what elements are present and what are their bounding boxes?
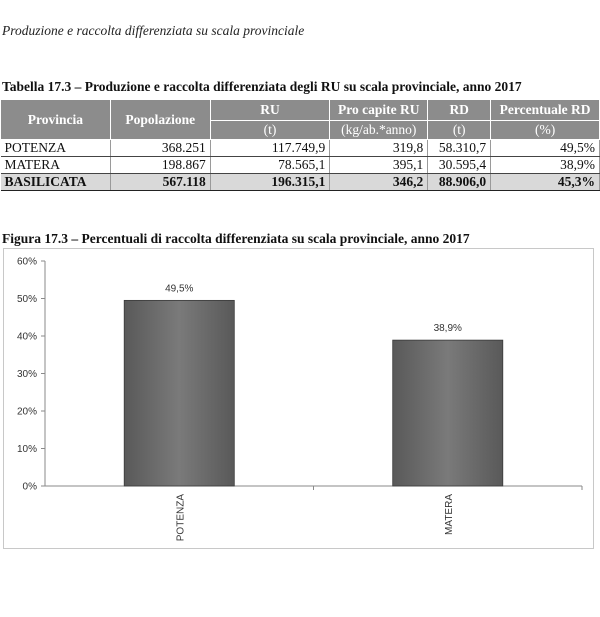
section-title: Produzione e raccolta differenziata su scala provinciale — [2, 23, 305, 38]
bar-chart-svg — [4, 249, 593, 548]
header-ru: RU — [210, 100, 330, 121]
cell-popolazione: 368.251 — [110, 140, 210, 157]
table-caption: Tabella 17.3 – Produzione e raccolta differenziata degli RU su scala provinciale, anno 2017 — [2, 79, 522, 94]
cell-rd: 88.906,0 — [428, 174, 491, 191]
y-tick-label: 0% — [22, 481, 37, 493]
header-popolazione: Popolazione — [110, 100, 210, 140]
header-provincia: Provincia — [1, 100, 111, 140]
header-rd-unit: (t) — [428, 121, 491, 140]
bar-matera — [393, 340, 503, 486]
y-tick-label: 20% — [16, 406, 37, 418]
bar-potenza — [124, 300, 234, 486]
cell-procapite: 395,1 — [330, 157, 428, 174]
header-procapite: Pro capite RU — [330, 100, 428, 121]
cell-ru: 78.565,1 — [210, 157, 330, 174]
header-ru-unit: (t) — [210, 121, 330, 140]
table-row — [1, 140, 600, 157]
cell-popolazione: 567.118 — [110, 174, 210, 191]
bars — [124, 283, 503, 486]
data-table — [0, 99, 600, 191]
cell-popolazione: 198.867 — [110, 157, 210, 174]
table-row — [1, 157, 600, 174]
x-tick-label: POTENZA — [175, 494, 187, 542]
y-tick-label: 50% — [16, 294, 37, 305]
bar-chart — [3, 248, 594, 549]
cell-provincia: MATERA — [1, 157, 111, 174]
cell-rd: 30.595,4 — [428, 157, 491, 174]
table-total-row — [1, 174, 600, 191]
cell-perc: 49,5% — [491, 140, 600, 157]
header-procapite-unit: (kg/ab.*anno) — [330, 121, 428, 140]
cell-perc: 45,3% — [491, 174, 600, 191]
cell-ru: 117.749,9 — [210, 140, 330, 157]
cell-provincia: BASILICATA — [1, 174, 111, 191]
header-rd: RD — [428, 100, 491, 121]
x-tick-label: MATERA — [443, 494, 455, 535]
header-perc-unit: (%) — [491, 121, 600, 140]
data-label: 49,5% — [165, 283, 194, 295]
cell-perc: 38,9% — [491, 157, 600, 174]
y-tick-label: 60% — [16, 256, 37, 268]
figure-caption: Figura 17.3 – Percentuali di raccolta differenziata su scala provinciale, anno 2017 — [2, 231, 470, 246]
cell-procapite: 346,2 — [330, 174, 428, 191]
header-perc: Percentuale RD — [491, 100, 600, 121]
y-tick-label: 10% — [16, 444, 37, 455]
cell-rd: 58.310,7 — [428, 140, 491, 157]
y-tick-label: 40% — [16, 331, 37, 343]
cell-provincia: POTENZA — [1, 140, 111, 157]
cell-procapite: 319,8 — [330, 140, 428, 157]
cell-ru: 196.315,1 — [210, 174, 330, 191]
data-label: 38,9% — [433, 323, 462, 335]
y-tick-label: 30% — [16, 369, 37, 380]
